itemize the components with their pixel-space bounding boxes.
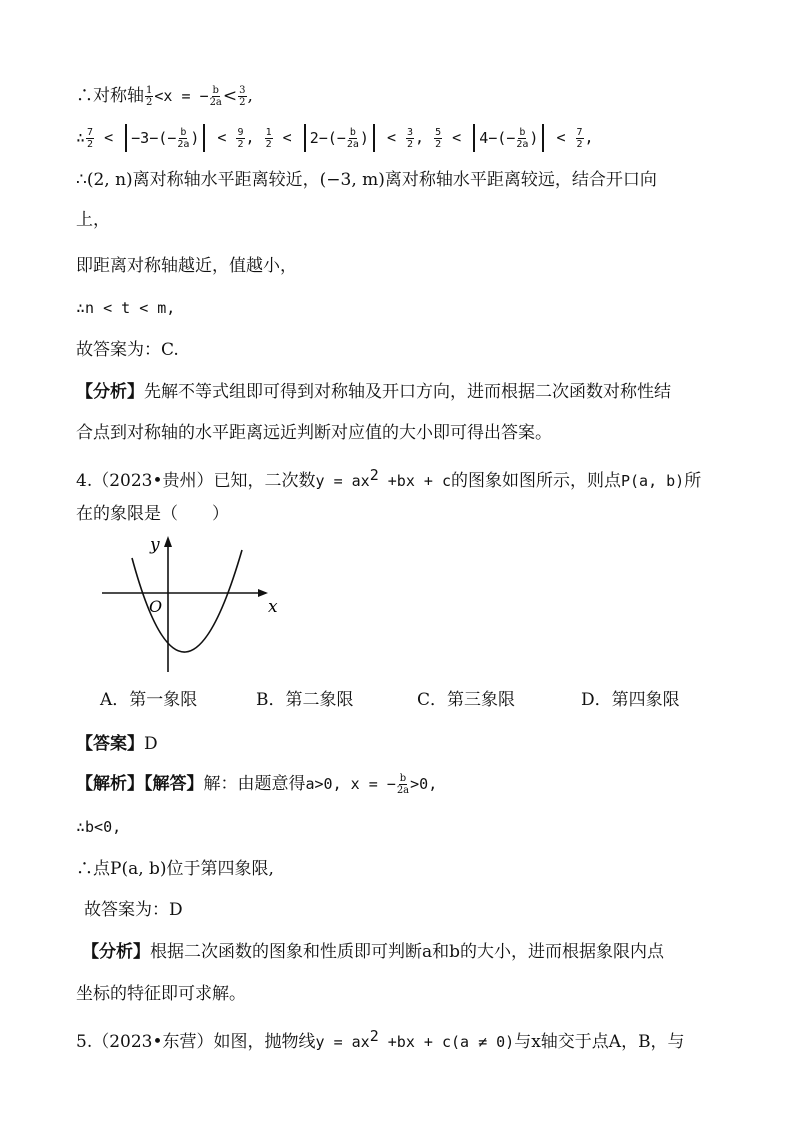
x-arrow xyxy=(258,589,268,597)
math-text: <x = − xyxy=(154,87,209,105)
body-text: 即距离对称轴越近，值越小， xyxy=(76,256,297,276)
answer-line: 故答案为：D xyxy=(84,900,183,920)
inequality-line: ∴ $\frac{7}{2}$ < −3−(− $\frac{b}{2a}$ ) < $\frac{9}{2}$ , $\frac{1}{2}$ < 2−(− $\frac{b}{2a}$ ) < $\frac{3}{2}$ , $\frac{5}{2}$ < 4−(− $\frac{b}{2a}$ ) < $\frac{7}{2}$ , xyxy=(76,124,594,152)
absolute-value: 2−(− $\frac{b}{2a}$ ) xyxy=(304,124,375,152)
absolute-value: −3−(− $\frac{b}{2a}$ ) xyxy=(125,124,205,152)
y-label: y xyxy=(150,535,160,555)
fraction-three-halves: $\frac{3}{2}$ xyxy=(239,85,246,108)
choice-a[interactable]: A．第一象限 xyxy=(100,690,198,710)
fraction-half: $\frac{1}{2}$ xyxy=(146,85,153,108)
choice-d[interactable]: D．第四象限 xyxy=(581,690,680,710)
body-text: ∴点P(a, b)位于第四象限, xyxy=(76,859,274,879)
question-4-stem: 4.（2023•贵州）已知，二次数$y = ax^2 +bx + c$的图象如图所示，则点P(a, b)所 xyxy=(76,466,702,491)
parabola-graph xyxy=(96,530,286,680)
math-line: ∴b<0, xyxy=(76,818,122,836)
question-4-stem-cont: 在的象限是（ ） xyxy=(76,504,229,524)
fraction-b-2a: $\frac{b}{2a}$ xyxy=(209,85,222,108)
analysis-line: 【分析】先解不等式组即可得到对称轴及开口方向，进而根据二次函数对称性结 xyxy=(76,382,671,402)
origin-label: O xyxy=(149,597,163,616)
choice-b[interactable]: B．第二象限 xyxy=(256,690,354,710)
x-label: x xyxy=(268,597,278,617)
text: ∴对称轴 xyxy=(76,86,144,106)
math-line: ∴n < t < m, xyxy=(76,299,176,317)
body-text: 合点到对称轴的水平距离远近判断对应值的大小即可得出答案。 xyxy=(76,423,552,443)
analysis-tag: 【分析】 xyxy=(76,382,144,402)
y-arrow xyxy=(164,536,172,547)
body-text: 上， xyxy=(76,210,110,230)
absolute-value: 4−(− $\frac{b}{2a}$ ) xyxy=(473,124,544,152)
answer-line: 故答案为：C. xyxy=(76,340,179,360)
symmetry-axis-line: ∴对称轴 $\frac{1}{2}$ <x = − $\frac{b}{2a}$ < $\frac{3}{2}$ , xyxy=(76,85,253,108)
body-text: 坐标的特征即可求解。 xyxy=(76,984,246,1004)
body-text: ∴(2, n)离对称轴水平距离较近，(−3, m)离对称轴水平距离较远，结合开口向 xyxy=(76,170,657,190)
analysis-line: 【分析】根据二次函数的图象和性质即可判断a和b的大小，进而根据象限内点 xyxy=(82,942,665,962)
question-5-stem: 5.（2023•东营）如图，抛物线$y = ax^2 +bx + c(a \ne 0)$与x轴交于点A，B，与 xyxy=(76,1027,685,1052)
choice-c[interactable]: C．第三象限 xyxy=(417,690,516,710)
answer-line: 【答案】D xyxy=(76,734,158,754)
explanation-line: 【解析】【解答】解：由题意得a>0, x = − $\frac{b}{2a}$ >0, xyxy=(76,773,438,796)
